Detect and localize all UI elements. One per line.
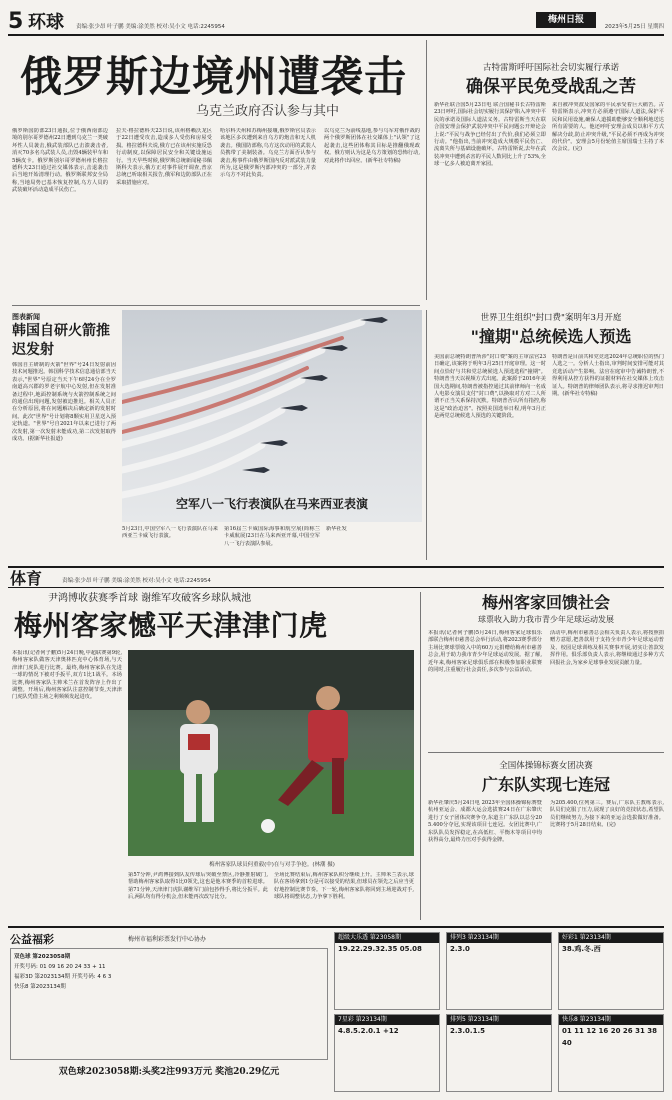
h-divider-sport [428, 752, 664, 753]
lottery-note-2: 开奖号码: 01 09 16 20 24 33 + 11 [14, 964, 106, 970]
jet-formation-illustration [122, 310, 422, 522]
lottery-notes [10, 948, 328, 1060]
lead-divider [12, 305, 420, 306]
right-sport1-col-1: 本报讯(记者何子鹏)5月24日,梅州客家足球俱乐部联合梅州市慈善总会举行活动,将2023赛季部分主场比赛球票收入中的60万元捐赠给梅州市慈善总会,用于助力我市青少年足球运动发展。据了解,近年来,梅州客家足球俱乐部在积极参加职业联赛的同时,注重履行社会责任,多次参与公益活动。 [428, 630, 542, 674]
lottery-panel-1 [334, 932, 440, 1010]
lead-headline: 俄罗斯边境州遭袭击 [20, 52, 408, 101]
photo-caption-1: 5月23日,中国空军八一飞行表演队在马来西亚兰卡威飞行表演。 [122, 526, 218, 540]
right-sport1-col-2: 活动中,梅州市慈善总会相关负责人表示,将按照捐赠方意愿,把善款用于支持全市青少年足球运动普及、校园足球训练及相关赛事开展,切实让善款发挥作用。俱乐部负责人表示,将继续通过多种方式回报社会,为家乡足球事业发展贡献力量。 [550, 630, 664, 666]
issue-date-visible: 2023年5月25日 星期四 [604, 24, 664, 30]
editors-line: 责编:张少昂 叶子鹏 美编:涂美然 校对:吴小文 电话:2245954 [76, 24, 225, 30]
sport-col-3: 全场比赛结束后,梅州客家队积分继续上升。主帅米兰表示,球队在客场拿到1分是可以接受的结果,但球员在领先之后应当更好地控制比赛节奏。下一轮,梅州客家队将回到主场迎战对手,球队将调整状态,力争拿下胜利。 [274, 872, 414, 901]
lottery-panel-3-nums: 38.鸡.冬.西 [562, 945, 601, 953]
right-top-col-2: 来自被冲突波及国家的平民承受着巨大痛苦。古特雷斯表示,冲突方必须遵守国际人道法,保护平民和民用设施,确保人道援助能够安全顺利地送达所有需要的人。他还呼吁安理会成员以和平方式解决分歧,防止冲突升级,"平民必须不再成为冲突的代价"。安理会5月份轮值主席国瑞士主持了本次会议。(完) [552, 102, 664, 153]
lead-subhead: 乌克兰政府否认参与其中 [196, 104, 340, 119]
lottery-panel-2 [446, 932, 552, 1010]
lottery-panel-4-nums: 4.8.5.2.0.1 +12 [338, 1027, 399, 1035]
lottery-panel-3 [558, 932, 664, 1010]
right-top-col-1: 新华社联合国5月23日电 联合国秘书长古特雷斯23日呼吁,国际社会切实履行其保护陷入冲突中平民的承诺及国际人道法义务。古特雷斯当天在联合国安理会保护武装冲突中平民问题公开辩论会上说:"平民与战争已经付出了代价,我们必须立即行动。"他指出,当前冲突造成大规模平民伤亡、流离失所与基础设施破坏。古特雷斯说,去年在武装冲突中遭到杀害的平民人数同比上升了53%,全球一亿多人被迫离开家园。 [434, 102, 546, 168]
lottery-panel-2-nums: 2.3.0 [450, 945, 470, 953]
v-divider-mid [426, 310, 427, 560]
air-show-photo [122, 310, 422, 522]
football-photo-caption: 梅州客家队球员何重毅(中)在与对手争抢。(林潮 摄) [209, 862, 335, 868]
lottery-panel-1-title: 超级大乐透 第23058期 [335, 933, 439, 943]
right-sport2-kicker: 全国体操锦标赛女团决赛 [499, 761, 593, 771]
right-sport2-col-2: 为205.400,位列第三。赛后,广东队主教练表示,队员们克服了压力,展现了良好的竞技状态,希望队员们继续努力,为接下来的亚运会选拔做好准备。比赛将于5月28日结束。(完) [550, 800, 664, 829]
paper-name: 梅州日报 [547, 15, 584, 25]
lottery-panel-3-title: 好彩1 第23134期 [559, 933, 663, 943]
sports-editors-line: 责编:张少昂 叶子鹏 美编:涂美然 校对:吴小文 电话:2245954 [62, 578, 211, 584]
lottery-panel-1-nums: 19.22.29.32.35 05.08 [338, 945, 422, 953]
v-divider-top [426, 40, 427, 300]
sport-lead-headline: 梅州客家憾平天津津门虎 [14, 609, 328, 642]
photo-caption-title: 空军八一飞行表演队在马来西亚表演 [175, 497, 368, 511]
lottery-panel-5-nums: 2.3.0.1.5 [450, 1027, 485, 1035]
korea-text: 韩国自主研制的火箭"世界"号24日发射前因技术问题推迟。韩国科学技术信息通信部当天表示,"世界"号原定当天下午6时24分在全罗南道高兴郡的罗老宇航中心发射,但在发射准备过程中,地面控制系统与火箭控制系统之间的通信出现问题,发射被迫推迟。相关人员正在分析原因,将在问题解决后确定新的发射时间。此次"世界"号计划将8颗实用卫星送入预定轨道。"世界"号自2021年以来已进行了两次发射,第一次发射未能成功,第二次发射取得成功。(据新华社报道) [12, 362, 116, 443]
sports-header [8, 566, 664, 588]
lottery-panel-5 [446, 1014, 552, 1092]
lead-col-1: 俄罗斯国防部23日通报,位于俄西南部边境的别尔哥罗德州22日遭到乌克兰一类破坏性人员袭击,俄武装部队已击溃袭击者,消灭70多名乌武装人员,击毁4辆装甲车和5辆皮卡。俄罗斯别尔哥罗德州州长格拉德科夫23日通过社交媒体表示,击退袭击后当地开始清理行动。俄罗斯联邦安全局称,当地局势已基本恢复控制,乌方人员的武装破坏活动造成平民伤亡。 [12, 128, 108, 194]
lottery-panel-6 [558, 1014, 664, 1092]
sport-col-1: 本报讯(记者何子鹏)5月24日晚,中超联赛第9轮,梅州客家队做客天津奥林匹克中心体育场,与天津津门虎队进行比赛。最终,梅州客家队在先进一球的情况下被对手扳平,双方1比1战平。本场比赛,梅州客家队主帅米兰在首发阵容上作出了调整。开场后,梅州客家队注意控制节奏,天津津门虎队凭借主场之利频频发起进攻。 [12, 650, 122, 701]
sports-section-title: 体育 [10, 569, 43, 588]
right-top-kicker: 古特雷斯呼吁国际社会切实履行承诺 [482, 63, 619, 73]
section-title: 环球 [28, 12, 64, 33]
right-sport1-subhead: 球票收入助力我市青少年足球运动发展 [478, 615, 614, 624]
right-sport1-headline: 梅州客家回馈社会 [481, 593, 610, 612]
right-mid-col-1: 美国前总统特朗普所涉"封口费"案的主审法官23日确定,该案将于明年3月25日开庭审理。这一时间点恰好与共和党总统候选人预选选程"撞期"。特朗普当天以视频方式出庭。此案源于2016年美国大选期间,特朗普被指控通过其前律师向一名成人电影女演员支付"封口费",以换取对方对二人所谓不正当关系保持沉默。特朗普否认所有指控,称这是"政治迫害"。按照美国选举日程,明年3月正是两党总统候选人预选的关键阶段。 [434, 354, 546, 420]
sport-col-2: 第57分钟,尹鸿博接到队友传球后突破至禁区,冷静推射破门,帮助梅州客家队取得1比0领先,这也是他本赛季的首粒进球。第71分钟,天津津门虎队谢维军门前包抄得手,将比分扳平。此后,两队均有得分机会,但未能再次改写比分。 [128, 872, 268, 901]
right-top-headline: 确保平民免受战乱之苦 [466, 77, 636, 97]
lottery-footer: 双色球2023058期:头奖2注993万元 奖池20.29亿元 [58, 1067, 280, 1077]
v-divider-sport [420, 592, 421, 920]
lottery-panel-2-title: 排列3 第23134期 [447, 933, 551, 943]
lottery-note-3: 福彩3D 第2023134期 开奖号码: 4 6 3 [14, 974, 112, 980]
lottery-panel-5-title: 排列5 第23134期 [447, 1015, 551, 1025]
lead-col-2: 拉夫·格拉德科夫23日说,该州格赖沃龙区于22日遭受攻击,造成多人受伤和房屋受损。格拉德科夫说,俄方已在该州实施反恐行动制度,以保障居民安全和关键设施运行。当天早些时候,俄罗斯总统新闻秘书佩斯科夫表示,俄方正对事件展开调查,普京总统已听取相关报告,俄军和边防部队正在采取措施应对。 [116, 128, 212, 186]
photo-caption-2: 第16届兰卡威国际海事和航空展(简称兰卡威航展)23日在马来西亚开幕,中国空军八一飞行表演队参展。 [224, 526, 320, 547]
right-mid-kicker: 世界卫生组织"封口费"案明年3月开庭 [480, 313, 622, 323]
photo-caption-3: 新华社发 [326, 526, 347, 532]
lottery-panel-6-nums: 01 11 12 16 20 26 31 38 40 [562, 1027, 657, 1047]
right-sport2-col-1: 新华社肇庆5月24日电 2023年全国体操锦标赛暨杭州亚运会、成都大运会选拔赛24日在广东肇庆进行了女子团体决赛争夺,东道主广东队以总分205.400分夺冠,实现该项目七连冠。女团比赛中,广东队队员发挥稳定,在高低杠、平衡木等项目中均获得高分,最终力压对手获得金牌。 [428, 800, 542, 844]
lottery-note-1: 双色球 第2023058期 [14, 954, 71, 960]
page-number: 5 [8, 9, 24, 34]
lottery-panel-6-title: 快乐8 第23134期 [559, 1015, 663, 1025]
football-match-illustration [128, 650, 414, 856]
football-photo [128, 650, 414, 856]
right-mid-headline: "撞期"总统候选人预选 [470, 327, 632, 346]
lottery-section [8, 926, 664, 1094]
lottery-note-4: 快乐8 第2023134期 [14, 984, 66, 990]
right-mid-col-2: 特朗普是目前共和党竞选2024年总统职位的热门人选之一。分析人士指出,审判时间安排可能对其竞选活动产生影响。法官在庭审中告诫特朗普,不得利用从控方获得的证据材料在社交媒体上攻击证人。特朗普的律师团队表示,将寻求推迟审判日期。(新华社专特稿) [552, 354, 664, 398]
lottery-subtitle: 梅州市福利彩票发行中心协办 [128, 936, 207, 943]
korea-kicker: 图表新闻 [12, 313, 40, 321]
right-sport2-headline: 广东队实现七连冠 [481, 775, 610, 794]
lottery-panel-4-title: 7星彩 第23134期 [335, 1015, 439, 1025]
lottery-title: 公益福彩 [10, 933, 54, 946]
korea-headline: 韩国自研火箭推迟发射 [12, 323, 110, 358]
lead-col-3: 哈尔科夫州和苏梅州接壤,俄罗斯官员表示该地区多次遭到来自乌方的炮击和无人机袭击。俄国防部称,乌方这次动用的武装人员携带了美制装备。乌克兰方面否认参与袭击,称事件由俄罗斯国内反对派武装力量所为,这是俄罗斯内部冲突的一部分,并表示乌方不对此负责。 [220, 128, 316, 179]
sport-lead-kicker: 尹鸿博收获赛季首球 谢维军攻破客乡球队城池 [48, 593, 252, 604]
lead-col-4: 以乌克兰为前线基地,参与乌军对俄作战的两个俄罗斯团体在社交媒体上"认领"了这起袭击,这些团体称其目标是推翻俄现政权。俄方则认为这是乌方策划的恐怖行动,对此将作出回应。(新华社专特稿) [324, 128, 420, 164]
lottery-panel-4 [334, 1014, 440, 1092]
top-header [8, 8, 664, 36]
